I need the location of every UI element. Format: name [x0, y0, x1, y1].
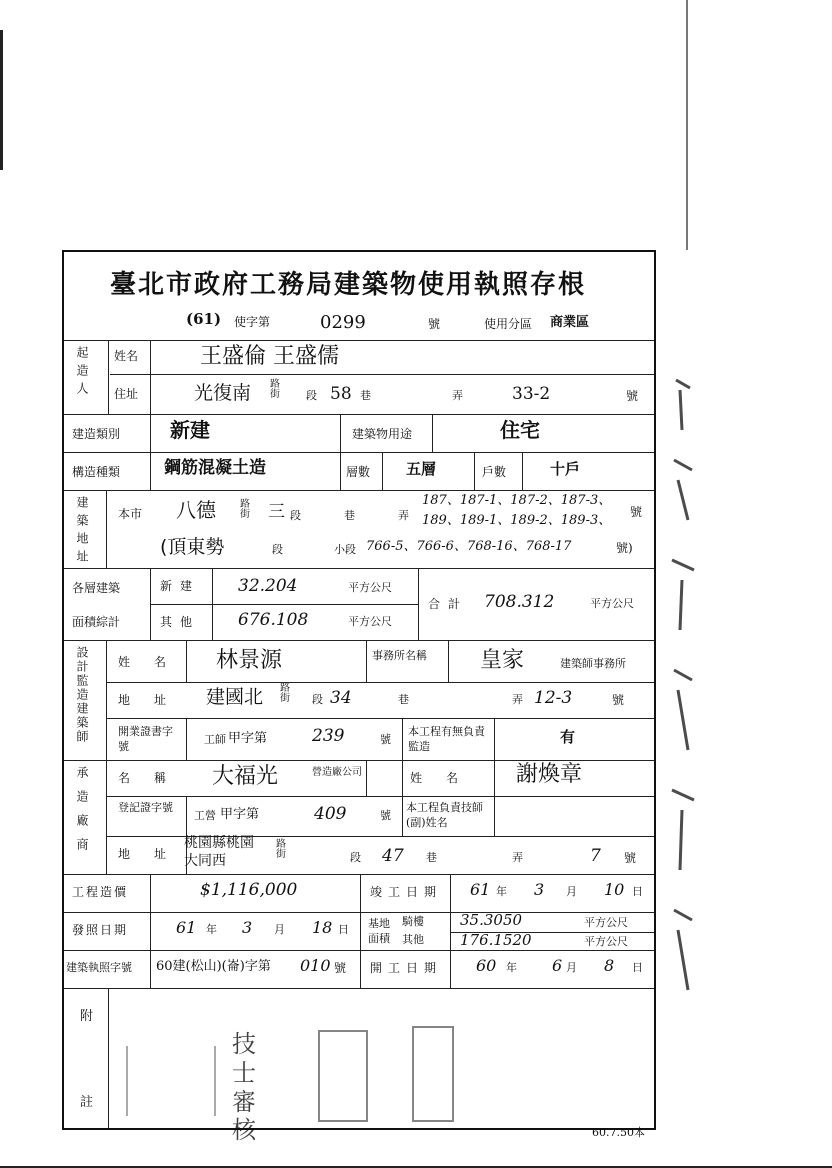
- structure-label: 構造種類: [72, 465, 121, 479]
- area-unit-3: 平方公尺: [590, 597, 634, 610]
- designer-label: 設計監造建築師: [75, 646, 89, 744]
- site-alley-label: 弄: [398, 509, 409, 522]
- contractor-alley: 弄: [512, 851, 523, 864]
- official-stamp: [412, 1026, 454, 1122]
- designer-lane: 巷: [398, 693, 409, 706]
- issue-m: 月: [274, 923, 285, 936]
- site-house-label: 號: [630, 505, 643, 519]
- site-area-label: 基地面積: [368, 917, 390, 946]
- office-label: 事務所名稱: [372, 649, 427, 662]
- permit-value: 60建(松山)(崙)字第: [156, 959, 271, 974]
- cost-label: 工程造價: [72, 885, 129, 899]
- responsible-label: 本工程有無負責監造: [408, 725, 485, 754]
- road-suffix: 路街: [270, 379, 280, 400]
- site-section-label: 段: [290, 509, 301, 522]
- license-grade: 甲字第: [228, 731, 268, 746]
- contractor-house-no: 7: [590, 846, 601, 866]
- area-other-label: 其他: [160, 615, 201, 629]
- city-label: 本市: [118, 507, 143, 521]
- area-total-value: 708.312: [484, 592, 555, 612]
- site-label: 建築地址: [75, 496, 89, 568]
- designer-road-suffix: 路街: [280, 683, 290, 704]
- section-label: 段: [306, 389, 317, 402]
- structure-value: 鋼筋混凝土造: [164, 458, 266, 478]
- completion-d: 日: [632, 885, 643, 898]
- start-month: 6: [552, 956, 563, 975]
- completion-month: 3: [534, 880, 545, 899]
- permit-label: 建築執照字號: [66, 961, 132, 974]
- initiator-road: 光復南: [194, 382, 252, 404]
- area-new-label: 新建: [160, 579, 201, 593]
- contractor-address-1: 桃園縣桃園: [184, 835, 254, 851]
- license-label: 開業證書字號: [118, 725, 173, 754]
- start-d: 日: [632, 961, 643, 974]
- designer-section: 段: [312, 693, 323, 706]
- area-label-2: 面積綜計: [72, 615, 121, 629]
- register-grade: 甲字第: [220, 807, 260, 822]
- use-label: 建築物用途: [352, 427, 413, 441]
- arcade-value: 35.3050: [460, 911, 523, 929]
- site-road-suffix: 路街: [240, 499, 250, 520]
- cost-value: $1,116,000: [200, 880, 298, 900]
- designer-house: 號: [612, 693, 625, 707]
- contractor-lane: 巷: [426, 851, 437, 864]
- issue-label: 發照日期: [72, 923, 129, 937]
- name-label: 姓名: [114, 349, 139, 363]
- remarks-handwriting: 技士 審核: [232, 1030, 256, 1145]
- start-day: 8: [604, 956, 615, 975]
- initiator-name: 王盛倫 王盛儒: [200, 344, 339, 369]
- contractor-address-2: 大同西: [184, 853, 226, 869]
- households-label: 戶數: [482, 465, 507, 479]
- license-prefix: 工師: [204, 733, 226, 746]
- issue-other-value: 176.1520: [460, 931, 532, 949]
- issue-unit-2: 平方公尺: [584, 935, 628, 948]
- issue-unit-1: 平方公尺: [584, 916, 628, 929]
- license-number: 0299: [320, 312, 366, 333]
- issue-day: 18: [312, 918, 333, 937]
- area-new-value: 32.204: [238, 576, 298, 596]
- scan-mark: [686, 0, 688, 250]
- designer-lane-no: 34: [330, 688, 352, 708]
- form-title: 臺北市政府工務局建築物使用執照存根: [110, 270, 587, 300]
- license-no: 239: [312, 726, 345, 746]
- contractor-name-label: 名稱: [118, 771, 191, 785]
- permit-suffix: 號: [334, 961, 347, 975]
- address-label: 住址: [114, 387, 139, 401]
- households-value: 十戶: [550, 460, 581, 478]
- designer-alley: 弄: [512, 693, 523, 706]
- contractor-name: 大福光: [212, 764, 279, 789]
- contractor-lane-no: 47: [382, 846, 404, 866]
- designer-road: 建國北: [206, 686, 264, 708]
- parcels-suffix: 號): [616, 541, 633, 555]
- official-stamp: [318, 1030, 368, 1122]
- site-section-no: 三: [268, 502, 285, 522]
- site-numbers-1: 187、187-1、187-2、187-3、: [422, 493, 612, 508]
- completion-m: 月: [566, 885, 577, 898]
- license-suffix: 號: [380, 733, 391, 746]
- office-suffix: 建築師事務所: [560, 657, 626, 670]
- issue-d: 日: [338, 923, 349, 936]
- arcade-label: 騎樓: [402, 915, 424, 928]
- issue-y: 年: [206, 923, 217, 936]
- initiator-house-no: 33-2: [512, 384, 551, 404]
- contractor-house: 號: [624, 851, 637, 865]
- remarks-label-1: 附: [80, 1009, 94, 1024]
- print-code: 60.7.50本: [592, 1126, 645, 1139]
- start-year: 60: [476, 956, 497, 975]
- register-suffix: 號: [380, 809, 391, 822]
- area-unit-1: 平方公尺: [348, 581, 392, 594]
- parcels: 766-5、766-6、768-16、768-17: [366, 539, 572, 554]
- site-numbers-2: 189、189-1、189-2、189-3、: [422, 513, 612, 528]
- remarks-label-2: 註: [80, 1095, 94, 1110]
- use-value: 住宅: [500, 418, 540, 442]
- alley-label: 弄: [452, 389, 463, 402]
- issue-year: 61: [176, 918, 197, 937]
- zone-label: 使用分區: [484, 317, 533, 331]
- license-year: (61): [186, 310, 222, 328]
- scan-mark: [0, 30, 3, 170]
- designer-address-label: 地址: [118, 693, 191, 707]
- license-number-label: 使字第: [234, 315, 271, 329]
- license-number-suffix: 號: [428, 317, 441, 331]
- contractor-label: 承造廠商: [75, 766, 89, 862]
- area-total-label: 合計: [428, 597, 469, 611]
- site-lane-label: 巷: [344, 509, 355, 522]
- contractor-address-label: 地址: [118, 847, 191, 861]
- site-road: 八德: [176, 498, 216, 522]
- designer-name-label: 姓名: [118, 655, 191, 669]
- contractor-road-suffix: 路街: [276, 839, 286, 860]
- completion-y: 年: [496, 885, 507, 898]
- margin-handwriting: [668, 370, 698, 1010]
- designer-name: 林景源: [216, 648, 283, 673]
- designer-alley-no: 12-3: [534, 688, 573, 708]
- category-label: 建造類別: [72, 427, 121, 441]
- floors-label: 層數: [346, 465, 371, 479]
- issue-other-label: 其他: [402, 933, 424, 946]
- area-other-value: 676.108: [238, 610, 309, 630]
- initiator-label: 起造人: [75, 346, 89, 400]
- contractor-person-label: 姓名: [410, 771, 483, 785]
- issue-month: 3: [242, 918, 253, 937]
- responsible-value: 有: [560, 728, 576, 746]
- initiator-lane-no: 58: [330, 384, 352, 404]
- subsection-label: 小段: [334, 543, 356, 556]
- start-y: 年: [506, 961, 517, 974]
- register-prefix: 工營: [194, 809, 216, 822]
- zone-value: 商業區: [550, 315, 590, 330]
- permit-no: 010: [300, 956, 331, 975]
- contractor-person: 謝煥章: [516, 762, 583, 787]
- area-label-1: 各層建築: [72, 581, 121, 595]
- floors-value: 五層: [406, 460, 437, 478]
- official-stamp: [126, 1046, 216, 1116]
- house-label: 號: [626, 389, 639, 403]
- register-no: 409: [314, 804, 347, 824]
- category-value: 新建: [170, 418, 210, 442]
- land-section: (頂東勢: [160, 536, 225, 558]
- engineer-label: 本工程負責技師(副)姓名: [406, 801, 483, 830]
- office-value: 皇家: [480, 648, 525, 673]
- area-unit-2: 平方公尺: [348, 615, 392, 628]
- lane-label: 巷: [360, 389, 371, 402]
- land-section-suffix: 段: [272, 543, 283, 556]
- register-label: 登記證字號: [118, 801, 173, 814]
- contractor-section: 段: [350, 851, 361, 864]
- start-m: 月: [566, 961, 577, 974]
- completion-year: 61: [470, 880, 491, 899]
- start-label: 開工日期: [370, 961, 443, 975]
- completion-label: 竣工日期: [370, 885, 443, 899]
- company-type: 營造廠公司: [312, 767, 362, 778]
- completion-day: 10: [604, 880, 625, 899]
